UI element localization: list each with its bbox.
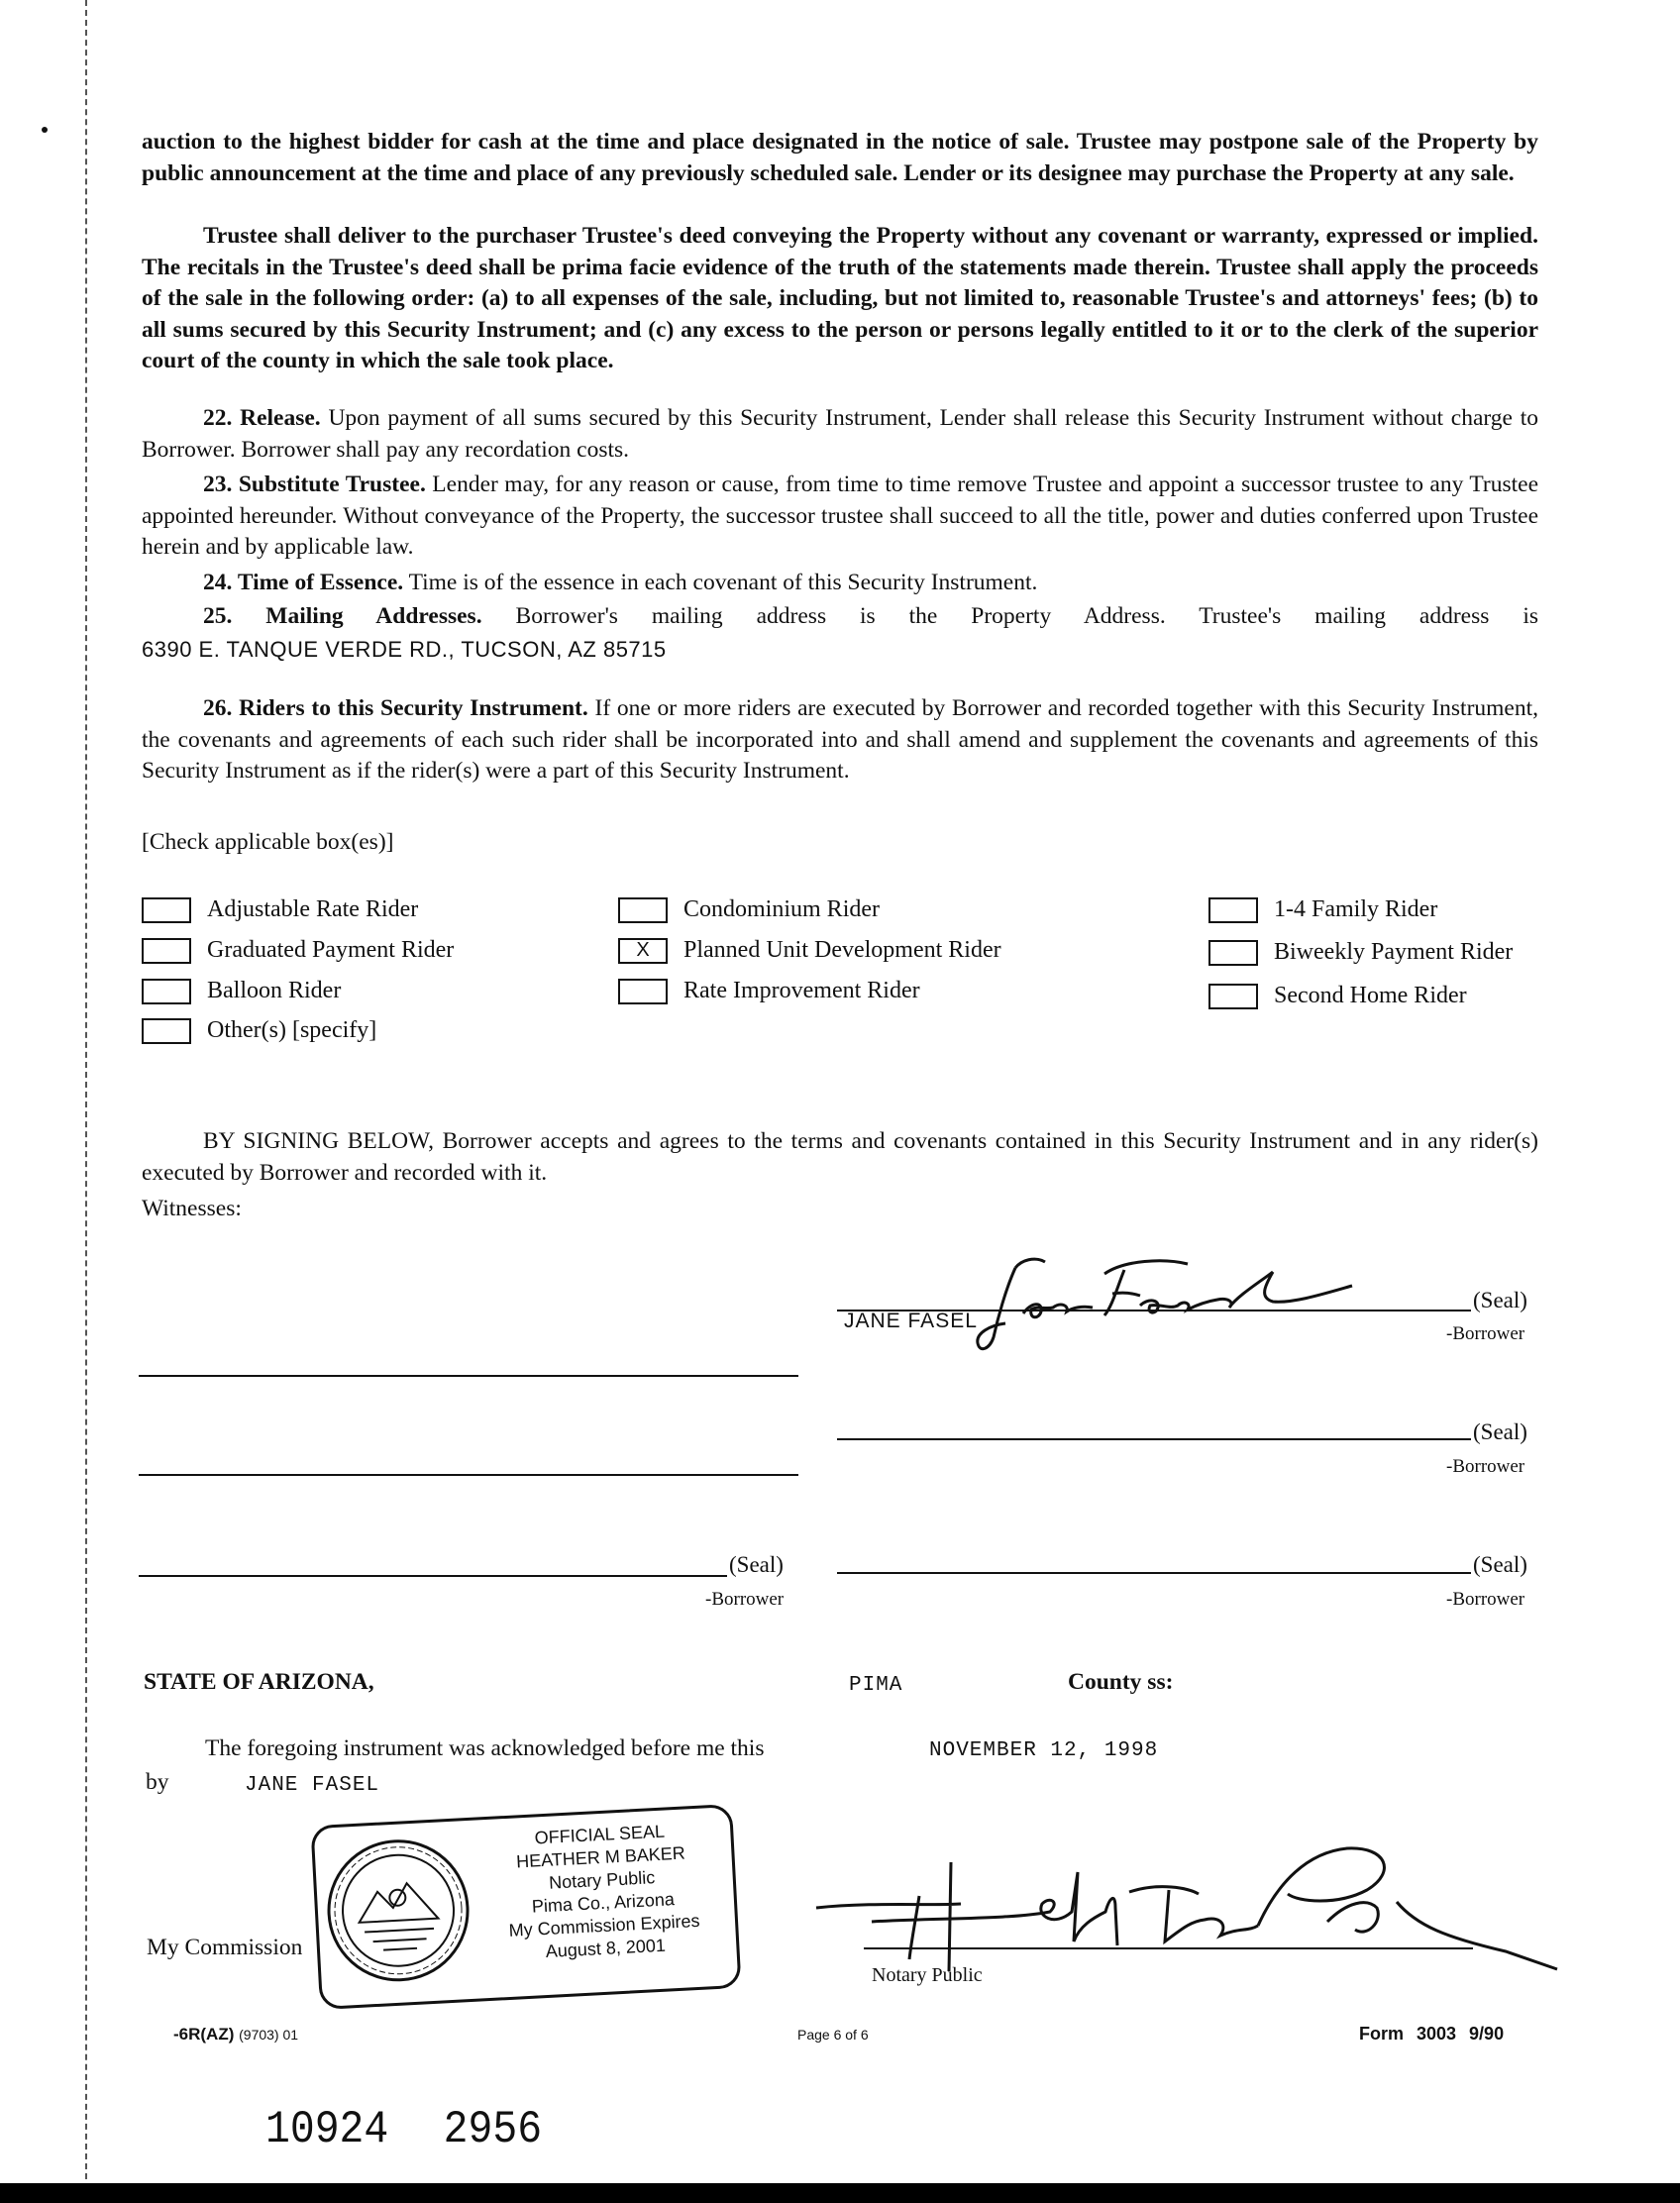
- seal-label: (Seal): [729, 1552, 784, 1577]
- borrower-signature-line-2[interactable]: [837, 1438, 1471, 1440]
- section-22-heading: 22. Release.: [203, 405, 321, 431]
- section-24-heading: 24. Time of Essence.: [203, 570, 404, 595]
- recording-number: 10924 2956: [265, 2104, 543, 2155]
- checkbox-other[interactable]: [142, 1018, 191, 1044]
- rider-label: Planned Unit Development Rider: [683, 937, 1001, 963]
- rider-label: Other(s) [specify]: [207, 1017, 377, 1043]
- section-25-text: Borrower's mailing address is the Property Address. Trustee's mailing address is: [515, 603, 1539, 629]
- witnesses-label: Witnesses:: [142, 1196, 242, 1221]
- by-label: by: [146, 1769, 169, 1795]
- official-seal-stamp: [310, 1804, 741, 2010]
- section-22: [142, 403, 1538, 466]
- seal-label: (Seal): [1473, 1288, 1527, 1312]
- seal-label: (Seal): [1473, 1419, 1527, 1444]
- page-number: Page 6 of 6: [797, 2027, 869, 2043]
- page-edge-marks: [85, 0, 87, 2179]
- seal-text: [480, 1818, 725, 1966]
- borrower-label: -Borrower: [1446, 1589, 1525, 1610]
- rider-label: Graduated Payment Rider: [207, 937, 455, 963]
- rider-label: Condominium Rider: [683, 896, 880, 922]
- trustee-address: 6390 E. TANQUE VERDE RD., TUCSON, AZ 85715: [142, 637, 667, 662]
- notary-signature: [812, 1842, 1565, 1981]
- form-code: [173, 2025, 298, 2045]
- section-26-heading: 26. Riders to this Security Instrument.: [203, 695, 588, 721]
- rider-label: Biweekly Payment Rider: [1274, 939, 1514, 965]
- seal-line: Pima Co., Arizona: [531, 1889, 676, 1917]
- acknowledgment-date: NOVEMBER 12, 1998: [929, 1739, 1159, 1762]
- section-25-heading: 25. Mailing Addresses.: [203, 603, 482, 629]
- notary-public-label: Notary Public: [872, 1964, 983, 1986]
- seal-line: HEATHER M BAKER: [515, 1842, 686, 1872]
- form-code-main: -6R(AZ): [173, 2025, 235, 2044]
- sale-paragraph: auction to the highest bidder for cash at the time and place designated in the notice of sale. Trustee may postpone sale of the Property by public announcement at the time and place of any previously scheduled sale. Lender or its designee may purchase the Property at any sale.: [142, 129, 1538, 186]
- section-26-text: If one or more riders are executed by Borrower and recorded together with this Security Instrument, the covenants and agreements of each such rider shall be incorporated into and shall amend and supplement the covenants and agreements of this Security Instrument as if the rider(s) were a part of this Security Instrument.: [142, 695, 1539, 784]
- commission-label: My Commission: [147, 1935, 303, 1960]
- checkbox-planned-unit-development[interactable]: X: [618, 938, 668, 964]
- rider-rate-improvement[interactable]: [618, 978, 920, 1004]
- form-number: Form 3003 9/90: [1359, 2024, 1505, 2044]
- rider-second-home[interactable]: [1208, 983, 1467, 1009]
- scan-speck: [42, 127, 48, 133]
- checkbox-condominium[interactable]: [618, 897, 668, 923]
- section-23-heading: 23. Substitute Trustee.: [203, 472, 426, 497]
- borrower-name: JANE FASEL: [844, 1310, 978, 1332]
- borrower-label: -Borrower: [705, 1589, 785, 1610]
- state-label: STATE OF ARIZONA,: [144, 1669, 374, 1695]
- scan-bottom-border: [0, 2183, 1680, 2203]
- section-26: [142, 693, 1538, 787]
- rider-condominium[interactable]: [618, 896, 880, 923]
- checkbox-second-home[interactable]: [1208, 984, 1258, 1009]
- checkbox-rate-improvement[interactable]: [618, 979, 668, 1004]
- rider-one-four-family[interactable]: [1208, 896, 1437, 923]
- checkbox-one-four-family[interactable]: [1208, 897, 1258, 923]
- rider-balloon[interactable]: [142, 978, 341, 1004]
- rider-planned-unit-development[interactable]: [618, 937, 1001, 964]
- checkbox-graduated-payment[interactable]: [142, 938, 191, 964]
- section-25: [142, 601, 1538, 633]
- borrower-signature-line-4[interactable]: [837, 1572, 1471, 1574]
- witness-line-2[interactable]: [139, 1474, 798, 1476]
- county-name: PIMA: [849, 1674, 903, 1697]
- borrower-signature-line-3[interactable]: [139, 1575, 727, 1577]
- rider-biweekly-payment[interactable]: [1208, 939, 1513, 966]
- checkbox-balloon[interactable]: [142, 979, 191, 1004]
- trustee-deed-paragraph: Trustee shall deliver to the purchaser Trustee's deed conveying the Property without any covenant or warranty, expressed or implied. The recitals in the Trustee's deed shall be prima facie evidence of the truth of the statements made therein. Trustee shall apply the proceeds of the sale in the following order: (a) to all expenses of the sale, including, but not limited to, reasonable Trustee's and attorneys' fees; (b) to all sums secured by this Security Instrument; and (c) any excess to the person or persons legally entitled to it or to the clerk of the superior court of the county in which the sale took place.: [142, 223, 1538, 373]
- rider-label: Rate Improvement Rider: [683, 978, 920, 1003]
- acknowledged-by-name: JANE FASEL: [245, 1774, 380, 1797]
- rider-other[interactable]: [142, 1017, 376, 1044]
- checkbox-adjustable-rate[interactable]: [142, 897, 191, 923]
- rider-label: 1-4 Family Rider: [1274, 896, 1438, 922]
- rider-label: Balloon Rider: [207, 978, 342, 1003]
- seal-label: (Seal): [1473, 1552, 1527, 1577]
- borrower-signature: [976, 1250, 1372, 1359]
- rider-graduated-payment[interactable]: [142, 937, 454, 964]
- borrower-label: -Borrower: [1446, 1323, 1525, 1344]
- checkbox-biweekly-payment[interactable]: [1208, 940, 1258, 966]
- rider-label: Second Home Rider: [1274, 983, 1467, 1008]
- section-24: [142, 568, 1538, 599]
- seal-line: My Commission Expires: [508, 1910, 701, 1941]
- state-seal-emblem: [320, 1833, 476, 1989]
- section-24-text: Time is of the essence in each covenant of this Security Instrument.: [408, 570, 1038, 595]
- form-code-version: (9703) 01: [239, 2027, 299, 2043]
- section-22-text: Upon payment of all sums secured by this Security Instrument, Lender shall release this Security Instrument without charge to Borrower. Borrower shall pay any recordation costs.: [142, 405, 1539, 463]
- seal-line: August 8, 2001: [545, 1935, 667, 1962]
- section-23: [142, 470, 1538, 564]
- acknowledgment-text: The foregoing instrument was acknowledged before me this: [205, 1735, 765, 1761]
- check-instruction: [Check applicable box(es)]: [142, 829, 394, 855]
- county-label: County ss:: [1068, 1669, 1174, 1695]
- signing-statement: BY SIGNING BELOW, Borrower accepts and agrees to the terms and covenants contained in this Security Instrument and in any rider(s) executed by Borrower and recorded with it.: [142, 1128, 1538, 1186]
- section-23-text: Lender may, for any reason or cause, from time to time remove Trustee and appoint a successor trustee to any Trustee appointed hereunder. Without conveyance of the Property, the successor trustee shall succeed to all the title, power and duties conferred upon Trustee herein and by applicable law.: [142, 472, 1539, 560]
- rider-label: Adjustable Rate Rider: [207, 896, 419, 922]
- witness-line-1[interactable]: [139, 1375, 798, 1377]
- rider-adjustable-rate[interactable]: [142, 896, 418, 923]
- seal-line: Notary Public: [548, 1867, 656, 1893]
- seal-line: OFFICIAL SEAL: [534, 1821, 666, 1848]
- borrower-label: -Borrower: [1446, 1456, 1525, 1477]
